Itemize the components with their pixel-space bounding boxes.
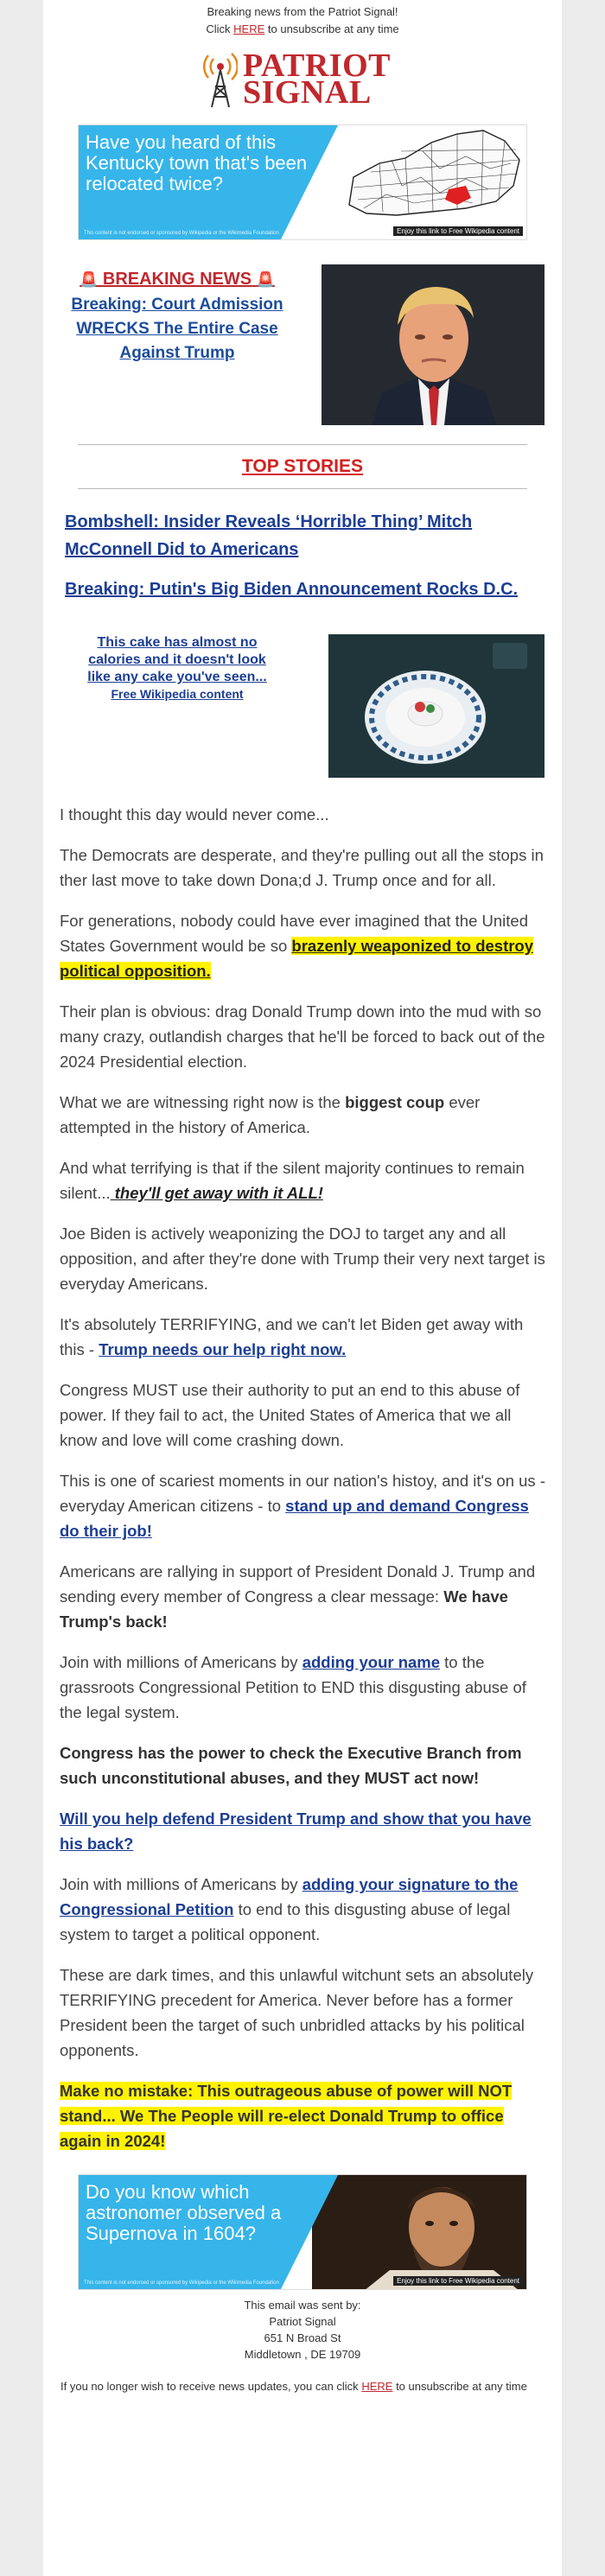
top-story-link[interactable]: Breaking: Putin's Big Biden Announcement Rocks D.C. (65, 580, 519, 599)
trump-needs-help-link[interactable]: Trump needs our help right now. (99, 1340, 347, 1358)
article-paragraph: Join with millions of Americans by adding your signature to the Congressional Petition to end to this disgusting abuse of legal system to target a political opponent. (60, 1875, 519, 1943)
astronomer-ad[interactable] (78, 2174, 527, 2290)
ad-disclaimer: This content is not endorsed or sponsored by Wikipedia or the Wikimedia Foundation (84, 2280, 279, 2286)
cake-ad-link[interactable]: This cake has almost no calories and it doesn't look like any cake you've seen... (87, 635, 267, 684)
article-paragraph: Americans are rallying in support of President Donald J. Trump and sending every member of Congress a clear message: We have Trump's back! (60, 1562, 536, 1631)
article-paragraph: This is one of scariest moments in our nation's histoy, and it's on us - everyday American citizens - to stand up and demand Congress do their job! (60, 1472, 545, 1540)
cake-ad-sub-link[interactable]: Free Wikipedia content (111, 687, 244, 701)
article-paragraph: Congress has the power to check the Executive Branch from such unconstitutional abuses, and they MUST act now! (60, 1744, 522, 1787)
article-body (60, 802, 545, 2153)
divider (78, 488, 527, 489)
cake-photo-image[interactable] (328, 634, 544, 778)
radio-tower-icon (203, 50, 238, 109)
ad-tag: Enjoy this link to Free Wikipedia content (393, 226, 523, 236)
kentucky-map-image (319, 125, 526, 240)
preheader-text: Breaking news from the Patriot Signal! (207, 5, 398, 18)
cake-ad-section (60, 634, 544, 778)
preheader (43, 0, 562, 38)
ad-tag: Enjoy this link to Free Wikipedia content (393, 2276, 523, 2286)
emphasis-text: they'll get away with it ALL! (110, 1184, 323, 1202)
top-stories-title: TOP STORIES (241, 456, 364, 476)
preheader-unsubscribe-link[interactable]: HERE (233, 22, 265, 35)
kentucky-town-ad[interactable] (78, 124, 527, 240)
weaponized-link[interactable]: brazenly weaponized to destroy political opposition. (60, 937, 534, 980)
article-paragraph: For generations, nobody could have ever imagined that the United States Government would be so brazenly weaponized to destroy political opposition. (60, 912, 534, 980)
article-paragraph: Join with millions of Americans by adding your name to the grassroots Congressional Petition to END this disgusting abuse of the legal system. (60, 1653, 526, 1721)
top-story-link[interactable]: Bombshell: Insider Reveals ‘Horrible Thing’ Mitch McConnell Did to Americans (65, 512, 473, 559)
logo-wordmark: PATRIOT SIGNAL (243, 48, 391, 111)
footer-unsubscribe-link[interactable]: HERE (361, 2380, 393, 2393)
preheader-unsubscribe: Click HERE to unsubscribe at any time (206, 22, 399, 35)
article-paragraph (60, 1806, 545, 1856)
article-paragraph: What we are witnessing right now is the biggest coup ever attempted in the history of America. (60, 1093, 481, 1136)
breaking-news-section (60, 264, 544, 425)
defend-trump-link[interactable]: Will you help defend President Trump and show that you have his back? (60, 1810, 532, 1853)
footer-unsubscribe: If you no longer wish to receive news updates, you can click HERE to unsubscribe at any time (60, 2380, 527, 2393)
trump-portrait-image[interactable] (322, 264, 544, 425)
siren-icon: 🚨 (256, 271, 275, 288)
add-your-name-link[interactable]: adding your name (302, 1653, 441, 1671)
breaking-news-label: 🚨 BREAKING NEWS 🚨 (80, 270, 275, 289)
demand-congress-link[interactable]: stand up and demand Congress do their job! (60, 1497, 529, 1540)
article-paragraph: These are dark times, and this unlawful witchunt sets an absolutely TERRIFYING precedent for America. Never before has a former President been the target of such unbridled attacks by his political opponents. (60, 1966, 534, 2059)
ad-headline: Do you know which astronomer observed a Supernova in 1604? (86, 2181, 282, 2244)
highlighted-callout: Make no mistake: This outrageous abuse of power will NOT stand... We The People will re-elect Donald Trump to office again in 2024! (60, 2082, 513, 2150)
patriot-signal-logo[interactable] (203, 50, 402, 109)
ad-headline: Have you heard of this Kentucky town that's been relocated twice? (86, 131, 308, 194)
article-paragraph: Congress MUST use their authority to put an end to this abuse of power. If they fail to act, the United States of America that we all know and love will come crashing down. (60, 1381, 520, 1449)
email-container (43, 0, 562, 2576)
breaking-headline-link[interactable]: Breaking: Court Admission WRECKS The Entire Case Against Trump (71, 296, 283, 362)
article-paragraph: I thought this day would never come... (60, 805, 329, 824)
add-signature-link[interactable]: adding your signature to the Congressional Petition (60, 1875, 519, 1918)
article-paragraph (60, 2078, 545, 2153)
article-paragraph: And what terrifying is that if the silent majority continues to remain silent... they'll get away with it ALL! (60, 1159, 525, 1202)
article-paragraph: Their plan is obvious: drag Donald Trump down into the mud with so many crazy, outlandish charges that he'll be forced to back out of the 2024 Presidential election. (60, 1002, 545, 1071)
article-paragraph: It's absolutely TERRIFYING, and we can't let Biden get away with this - Trump needs our help right now. (60, 1315, 524, 1358)
footer-address: This email was sent by: Patriot Signal 651 N Broad St Middletown , DE 19709 (244, 2299, 361, 2361)
article-paragraph: Joe Biden is actively weaponizing the DOJ to target any and all opposition, and after they're done with Trump their very next target is everyday Americans. (60, 1224, 545, 1293)
ad-disclaimer: This content is not endorsed or sponsored by Wikipedia or the Wikimedia Foundation (84, 231, 279, 236)
article-paragraph: The Democrats are desperate, and they're pulling out all the stops in ther last move to take down Dona;d J. Trump once and for all. (60, 846, 544, 889)
siren-icon: 🚨 (80, 271, 99, 288)
astronomer-portrait-image (312, 2175, 526, 2290)
